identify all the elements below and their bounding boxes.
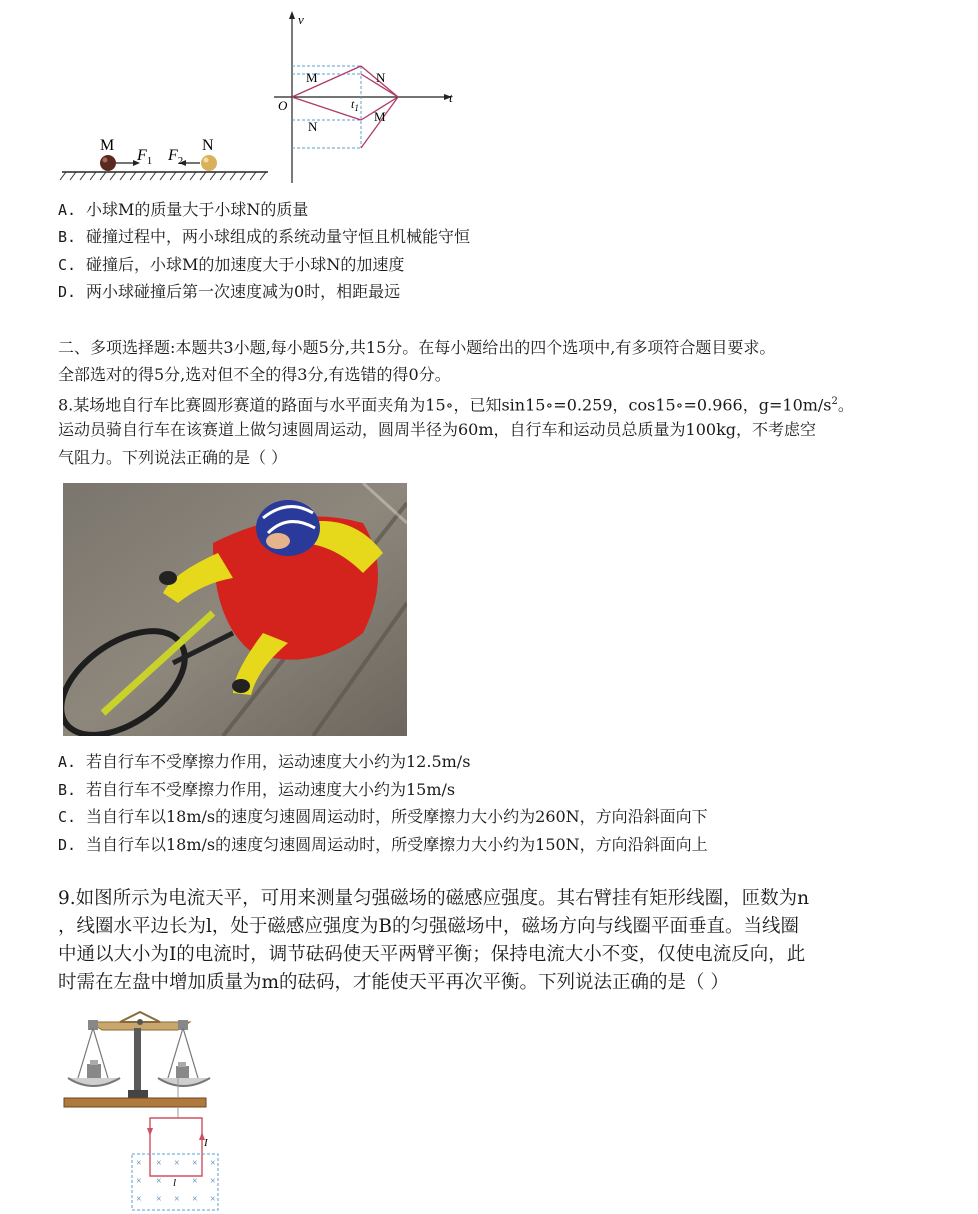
svg-text:×: ×	[136, 1158, 142, 1169]
label-f1: F	[137, 147, 147, 164]
axis-t-label: t	[449, 90, 453, 105]
svg-text:F1: $F_1$	[137, 147, 153, 167]
svg-text:×: ×	[210, 1158, 216, 1169]
graph-label-m-lower: M	[374, 109, 386, 124]
q8-stem-line3: 气阻力。下列说法正确的是（ ）	[58, 448, 288, 467]
current-balance-diagram	[60, 1008, 220, 1214]
graph-label-m-upper: M	[306, 70, 318, 85]
q8-stem-line2: 运动员骑自行车在该赛道上做匀速圆周运动，圆周半径为60m，自行车和运动员总质量为100kg，不考虑空	[58, 420, 817, 439]
svg-text:F2: $F_2$	[168, 147, 184, 167]
svg-text:×: ×	[210, 1176, 216, 1187]
q9-stem-line4: 时需在左盘中增加质量为m的砝码，才能使天平再次平衡。下列说法正确的是（ ）	[58, 972, 729, 993]
t1-label: t	[351, 97, 355, 111]
ball-n	[201, 155, 217, 171]
section2-line1: 二、多项选择题:本题共3小题,每小题5分,共15分。在每小题给出的四个选项中,有多项符合题目要求。	[58, 338, 776, 357]
vt-graph	[268, 8, 468, 186]
svg-text:×: ×	[156, 1194, 162, 1205]
section2-line2: 全部选对的得5分,选对但不全的得3分,有选错的得0分。	[58, 365, 451, 384]
cyclist-photo	[63, 483, 407, 736]
svg-text:×: ×	[210, 1194, 216, 1205]
q9-stem-line1: 9.如图所示为电流天平，可用来测量匀强磁场的磁感应强度。其右臂挂有矩形线圈，匝数为n	[58, 888, 810, 909]
collision-diagram	[58, 130, 273, 185]
q8-option-c: C. 当自行车以18m/s的速度匀速圆周运动时，所受摩擦力大小约为260N，方向沿斜面向下	[58, 807, 708, 826]
label-ball-n: N	[202, 137, 214, 154]
q8-stem-line1: 8.某场地自行车比赛圆形赛道的路面与水平面夹角为15∘，已知sin15∘=0.259，cos15∘=0.966，$g=10m/s^2$。	[58, 395, 854, 415]
length-label: l	[173, 1177, 177, 1189]
q7-option-b: B. 碰撞过程中，两小球组成的系统动量守恒且机械能守恒	[58, 227, 471, 246]
svg-text:×: ×	[192, 1176, 198, 1187]
q7-option-d: D. 两小球碰撞后第一次速度减为0时，相距最远	[58, 282, 401, 301]
label-f2: F	[168, 147, 178, 164]
graph-label-n-upper: N	[376, 70, 386, 85]
origin-label: O	[278, 98, 288, 113]
axis-v-label: v	[298, 12, 304, 27]
svg-text:×: ×	[174, 1194, 180, 1205]
q9-stem-line3: 中通以大小为I的电流时，调节砝码使天平两臂平衡；保持电流大小不变，仅使电流反向，此	[58, 944, 806, 965]
svg-text:×: ×	[174, 1158, 180, 1169]
svg-text:×: ×	[156, 1158, 162, 1169]
q7-option-a: A. 小球M的质量大于小球N的质量	[58, 200, 309, 219]
svg-text:×: ×	[192, 1158, 198, 1169]
ball-m	[100, 155, 116, 171]
current-label: I	[204, 1137, 208, 1149]
q8-option-a: A. 若自行车不受摩擦力作用，运动速度大小约为12.5m/s	[58, 752, 471, 771]
svg-text:×: ×	[192, 1194, 198, 1205]
q9-stem-line2: ，线圈水平边长为l，处于磁感应强度为B的匀强磁场中，磁场方向与线圈平面垂直。当线圈	[58, 916, 800, 937]
q8-option-b: B. 若自行车不受摩擦力作用，运动速度大小约为15m/s	[58, 780, 456, 799]
q7-option-c: C. 碰撞后，小球M的加速度大于小球N的加速度	[58, 255, 405, 274]
svg-text:×: ×	[136, 1176, 142, 1187]
svg-text:t1: $t_1$	[351, 97, 359, 113]
graph-label-n-lower: N	[308, 119, 318, 134]
svg-text:×: ×	[156, 1176, 162, 1187]
q8-option-d: D. 当自行车以18m/s的速度匀速圆周运动时，所受摩擦力大小约为150N，方向沿斜面向上	[58, 835, 708, 854]
label-ball-m: M	[100, 137, 115, 154]
svg-text:×: ×	[136, 1194, 142, 1205]
